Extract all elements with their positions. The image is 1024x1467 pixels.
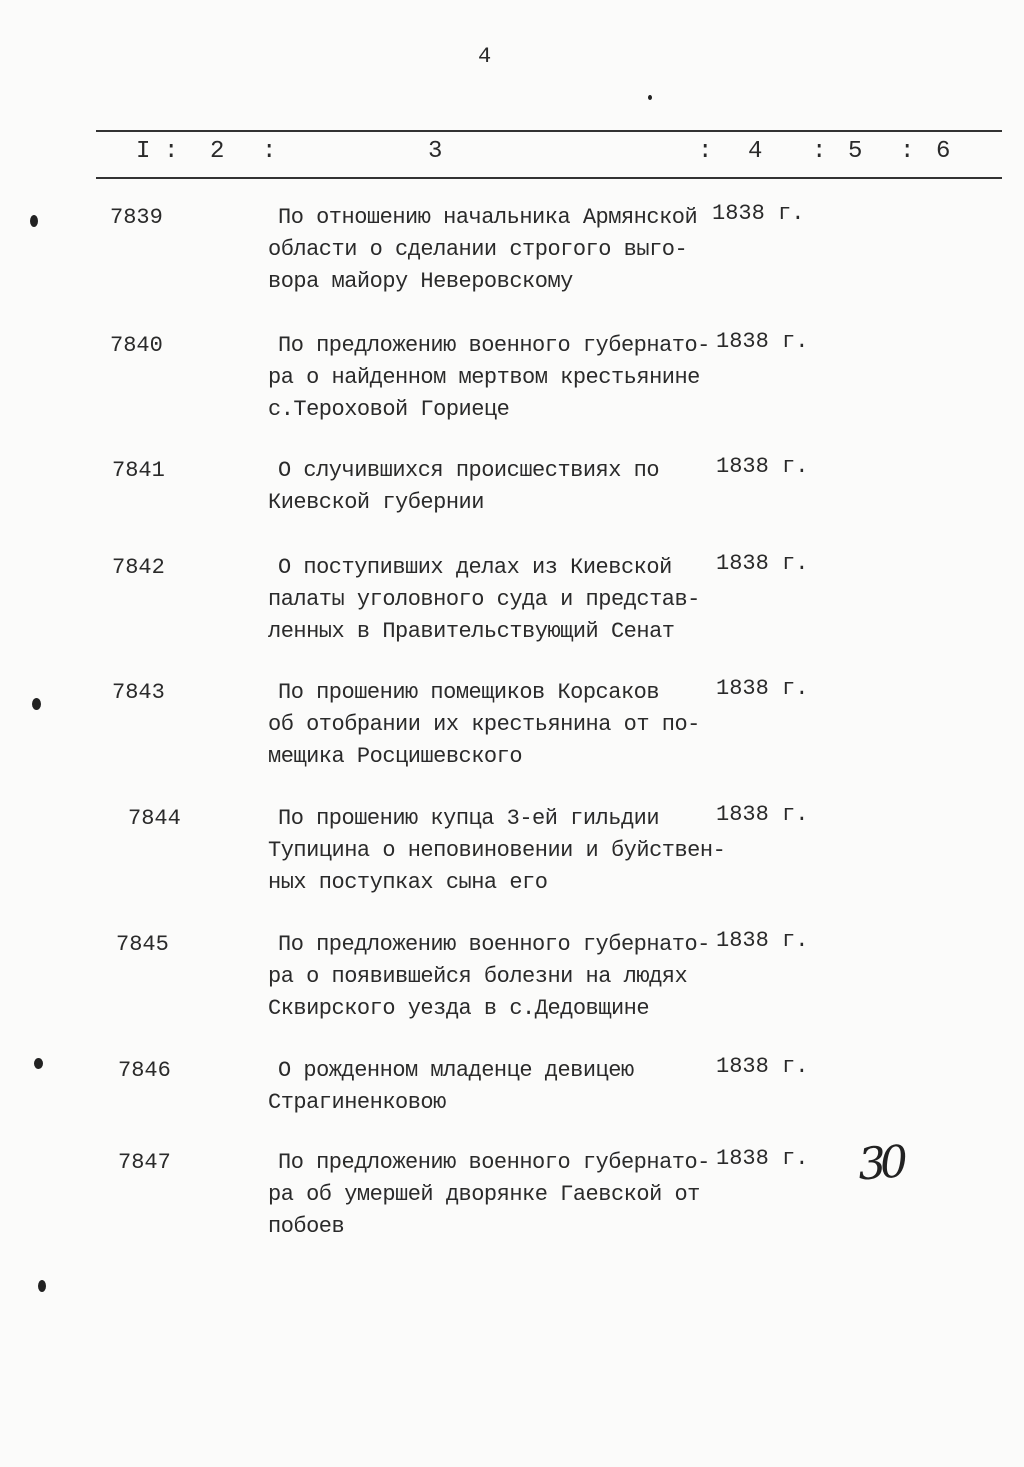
scan-mark [34, 1058, 43, 1069]
entry-title-line: Тупицина о неповиновении и буйствен- [268, 838, 726, 863]
entry-title-line: Сквирского уезда в с.Дедовщине [268, 996, 650, 1021]
col-5: 5 [848, 138, 863, 165]
entry-title-line: Киевской губернии [268, 490, 484, 515]
entry-number: 7839 [110, 205, 163, 230]
entry-title-line: ра о найденном мертвом крестьянине [268, 365, 700, 390]
entry-title-line: палаты уголовного суда и представ- [268, 587, 700, 612]
entry-title-line: По прошению купца 3-ей гильдии [278, 806, 660, 831]
scan-mark [648, 95, 652, 100]
col-sep: : [698, 138, 713, 165]
entry-year: 1838 г. [712, 201, 805, 226]
entry-title-line: По предложению военного губернато- [278, 932, 710, 957]
entry-title-line: По отношению начальника Армянской [278, 205, 698, 230]
col-sep: : [900, 138, 915, 165]
entry-number: 7840 [110, 333, 163, 358]
entry-title-line: По предложению военного губернато- [278, 1150, 710, 1175]
col-3: 3 [428, 138, 443, 165]
entry-number: 7847 [118, 1150, 171, 1175]
entry-number: 7842 [112, 555, 165, 580]
scan-mark [32, 698, 41, 710]
col-sep: : [812, 138, 827, 165]
entry-year: 1838 г. [716, 802, 809, 827]
col-sep: : [262, 138, 277, 165]
col-1: I [136, 138, 151, 165]
col-2: 2 [210, 138, 225, 165]
entry-year: 1838 г. [716, 928, 809, 953]
col-sep: : [164, 138, 179, 165]
entry-title-line: О случившихся происшествиях по [278, 458, 660, 483]
entry-year: 1838 г. [716, 1146, 809, 1171]
entry-number: 7844 [128, 806, 181, 831]
entry-title-line: с.Тероховой Гориеце [268, 397, 510, 422]
entry-title-line: ных поступках сына его [268, 870, 548, 895]
entry-title-line: ра о появившейся болезни на людях [268, 964, 688, 989]
entry-year: 1838 г. [716, 329, 809, 354]
entry-year: 1838 г. [716, 1054, 809, 1079]
entry-title-line: О рожденном младенце девицею [278, 1058, 634, 1083]
header-bottom-rule [96, 177, 1002, 179]
entry-number: 7841 [112, 458, 165, 483]
handwritten-folio-number: 30 [856, 1136, 904, 1191]
entry-title-line: По предложению военного губернато- [278, 333, 710, 358]
entry-title-line: По прошению помещиков Корсаков [278, 680, 660, 705]
entry-title-line: Страгиненковою [268, 1090, 446, 1115]
entry-year: 1838 г. [716, 676, 809, 701]
scan-mark [30, 215, 38, 227]
entry-year: 1838 г. [716, 454, 809, 479]
page-number: 4 [478, 44, 492, 69]
col-6: 6 [936, 138, 951, 165]
col-4: 4 [748, 138, 763, 165]
entry-number: 7843 [112, 680, 165, 705]
entry-title-line: ленных в Правительствующий Сенат [268, 619, 675, 644]
entry-title-line: области о сделании строгого выго- [268, 237, 688, 262]
entry-title-line: побоев [268, 1214, 345, 1239]
entry-title-line: вора майору Неверовскому [268, 269, 573, 294]
entry-number: 7845 [116, 932, 169, 957]
entry-title-line: мещика Росцишевского [268, 744, 523, 769]
header-top-rule [96, 130, 1002, 132]
entry-title-line: ра об умершей дворянке Гаевской от [268, 1182, 700, 1207]
entry-number: 7846 [118, 1058, 171, 1083]
entry-title-line: О поступивших делах из Киевской [278, 555, 672, 580]
entry-title-line: об отобрании их крестьянина от по- [268, 712, 700, 737]
entry-year: 1838 г. [716, 551, 809, 576]
scan-mark [38, 1280, 46, 1292]
